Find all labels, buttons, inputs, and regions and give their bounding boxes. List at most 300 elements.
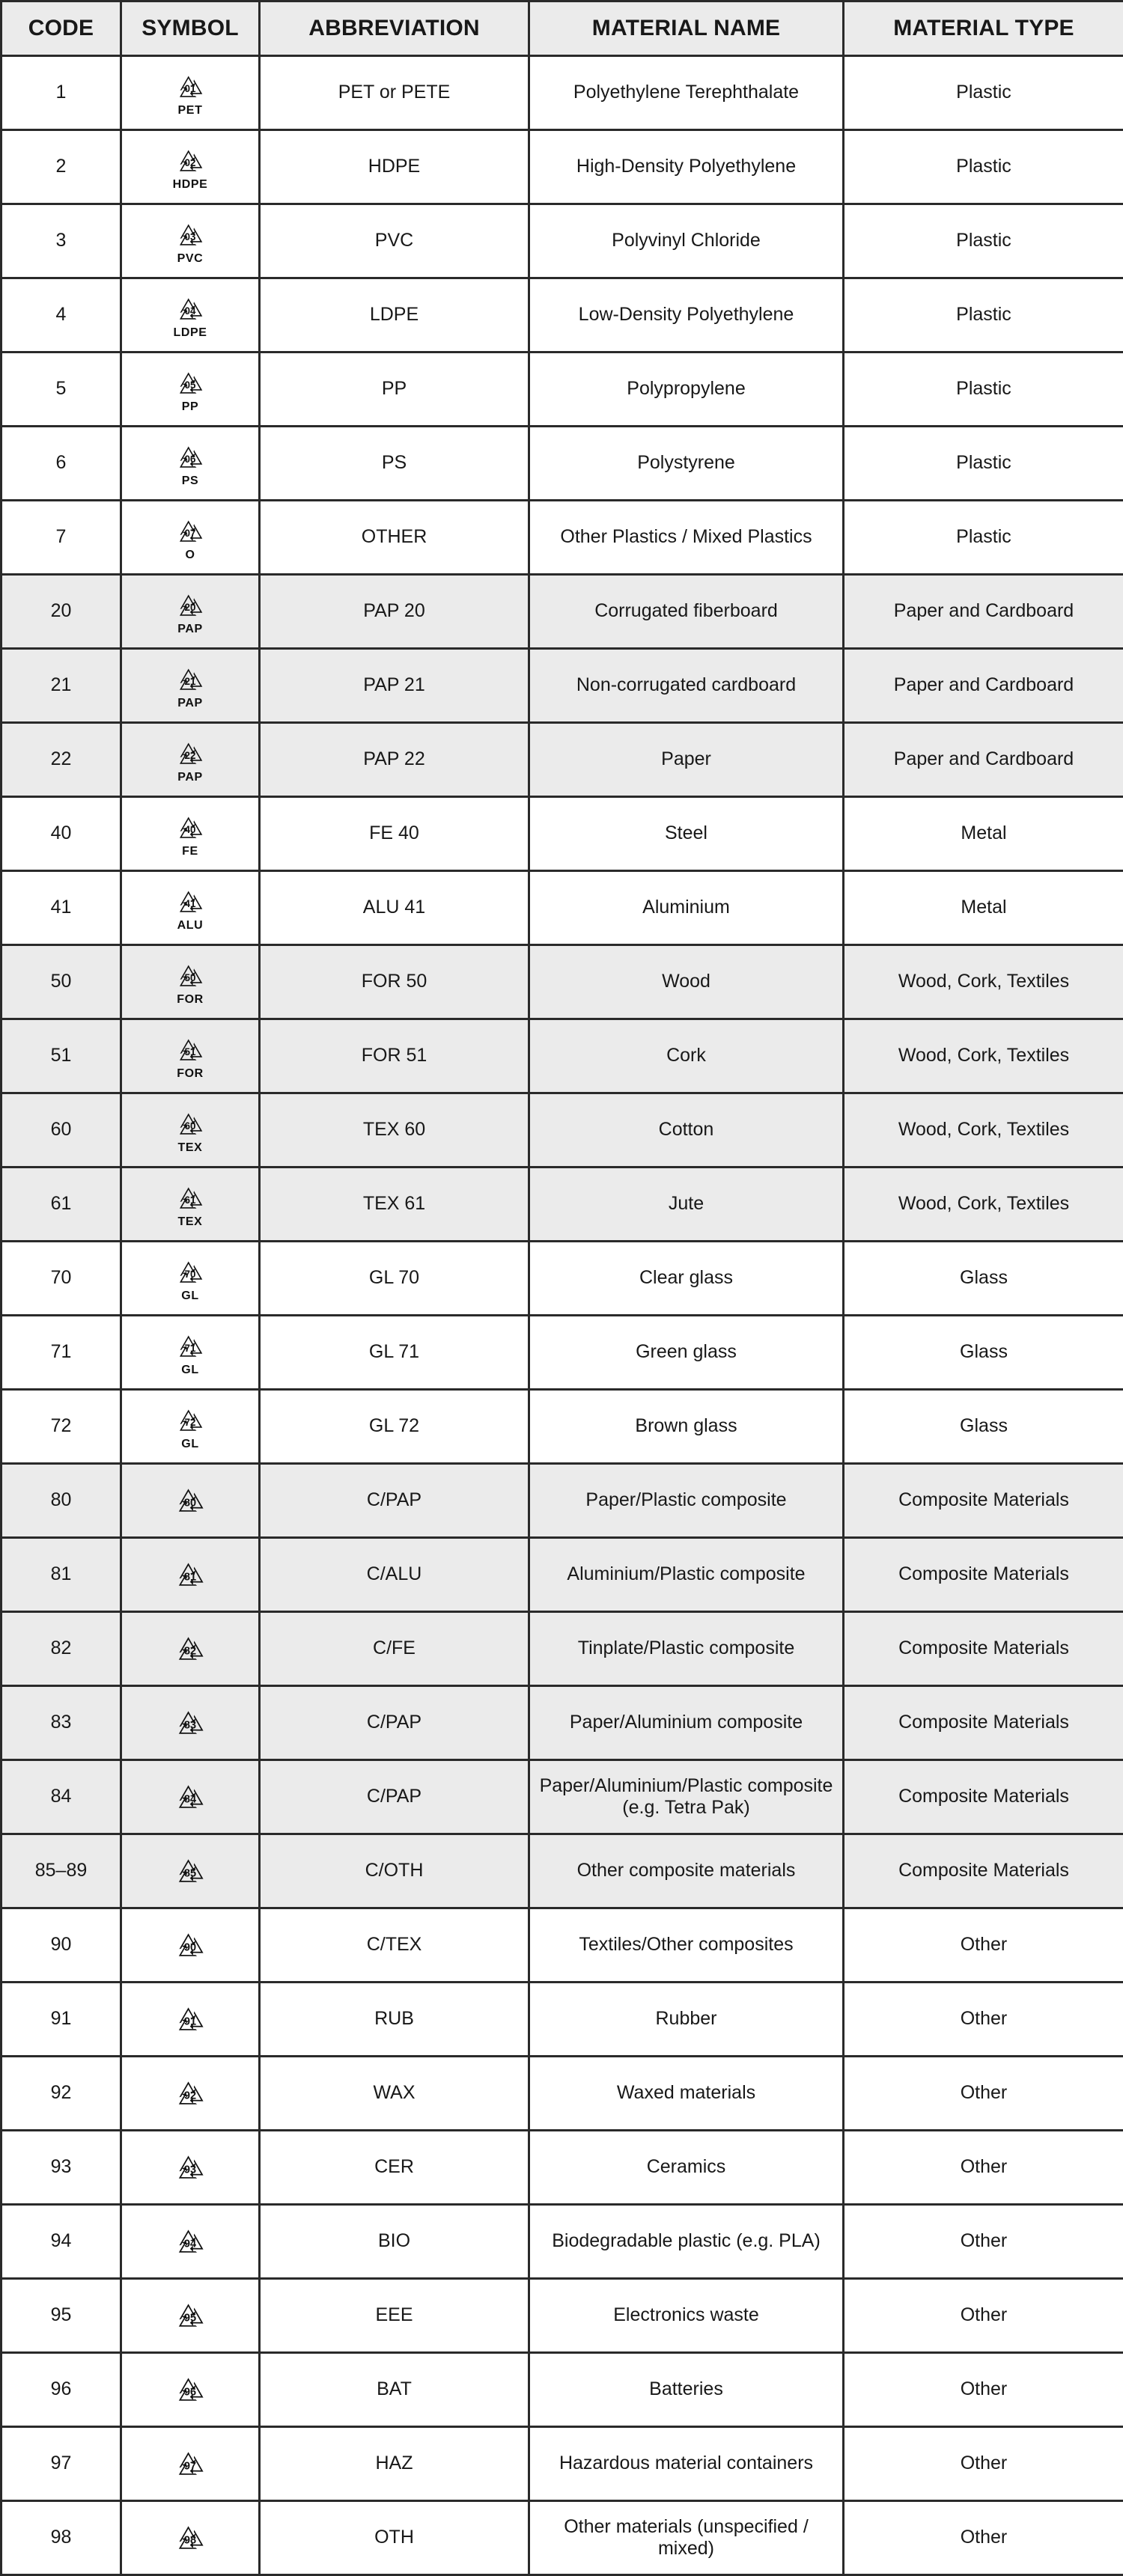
cell-code: 97 — [1, 2427, 121, 2501]
cell-material-name-text: Textiles/Other composites — [535, 1934, 838, 1956]
cell-abbreviation-text: PAP 21 — [265, 674, 523, 697]
recycling-loop-icon — [171, 1255, 209, 1289]
cell-material-type-text: Wood, Cork, Textiles — [849, 1119, 1119, 1141]
cell-symbol — [121, 1538, 260, 1612]
cell-material-type — [844, 945, 1123, 1019]
recycling-loop-icon — [170, 2519, 210, 2557]
cell-material-type-text: Plastic — [849, 156, 1119, 178]
symbol-abbreviation-label: GL — [181, 1438, 198, 1450]
cell-material-type — [844, 1538, 1123, 1612]
cell-material-type — [844, 1983, 1123, 2057]
cell-abbreviation-text: C/OTH — [265, 1860, 523, 1882]
cell-abbreviation-text: C/TEX — [265, 1934, 523, 1956]
cell-material-name-text: Other materials (unspecified / mixed) — [535, 2516, 838, 2560]
table-row — [1, 945, 1123, 1019]
cell-abbreviation — [260, 575, 529, 649]
table-row — [1, 2501, 1123, 2575]
symbol-number: 90 — [184, 1942, 196, 1954]
column-header-material_type: MATERIAL TYPE — [844, 1, 1123, 56]
symbol-number: 93 — [184, 2164, 196, 2176]
cell-code: 98 — [1, 2501, 121, 2575]
cell-material-name-text: Polystyrene — [535, 452, 838, 474]
recycling-symbol — [127, 218, 254, 265]
cell-symbol — [121, 1686, 260, 1760]
cell-material-type — [844, 204, 1123, 278]
cell-abbreviation-text: TEX 61 — [265, 1193, 523, 1215]
cell-material-name-text: Green glass — [535, 1341, 838, 1364]
recycling-loop-icon — [171, 885, 209, 919]
cell-material-name-text: Steel — [535, 822, 838, 845]
recycling-loop-icon — [171, 292, 209, 326]
table-row — [1, 204, 1123, 278]
recycling-loop-icon — [170, 1926, 210, 1964]
recycling-symbol — [127, 1629, 254, 1669]
cell-abbreviation-text: HAZ — [265, 2453, 523, 2475]
cell-abbreviation — [260, 56, 529, 130]
symbol-abbreviation-label: PVC — [177, 253, 204, 265]
cell-material-name — [529, 2353, 844, 2427]
cell-abbreviation — [260, 501, 529, 575]
recycling-loop-icon — [171, 1403, 209, 1438]
table-row — [1, 1390, 1123, 1464]
cell-material-name — [529, 427, 844, 501]
recycling-symbol — [127, 2444, 254, 2484]
cell-material-type — [844, 1760, 1123, 1834]
cell-material-type — [844, 1019, 1123, 1093]
recycling-loop-icon — [171, 1033, 209, 1067]
recycling-loop-icon — [170, 1852, 210, 1890]
cell-code: 4 — [1, 278, 121, 352]
table-row — [1, 427, 1123, 501]
recycling-symbol — [127, 1777, 254, 1817]
cell-code: 90 — [1, 1908, 121, 1983]
cell-material-name — [529, 797, 844, 871]
cell-abbreviation — [260, 2353, 529, 2427]
cell-abbreviation-text: PET or PETE — [265, 82, 523, 104]
recycling-symbol — [127, 736, 254, 784]
cell-material-name — [529, 723, 844, 797]
recycling-symbol — [127, 811, 254, 858]
cell-material-type-text: Composite Materials — [849, 1638, 1119, 1660]
cell-abbreviation — [260, 1316, 529, 1390]
recycling-symbol — [127, 514, 254, 561]
recycling-loop-icon — [171, 811, 209, 845]
cell-abbreviation-text: PS — [265, 452, 523, 474]
cell-material-type-text: Other — [849, 2453, 1119, 2475]
cell-material-type-text: Composite Materials — [849, 1860, 1119, 1882]
cell-symbol — [121, 2131, 260, 2205]
symbol-abbreviation-label: PET — [178, 105, 203, 117]
cell-material-name — [529, 1686, 844, 1760]
cell-material-name-text: Low-Density Polyethylene — [535, 304, 838, 326]
cell-material-name — [529, 501, 844, 575]
cell-abbreviation — [260, 427, 529, 501]
table-row — [1, 1093, 1123, 1168]
cell-abbreviation — [260, 649, 529, 723]
cell-abbreviation — [260, 204, 529, 278]
symbol-number: 40 — [184, 824, 195, 835]
cell-symbol — [121, 2205, 260, 2279]
cell-abbreviation-text: PAP 22 — [265, 748, 523, 771]
cell-abbreviation — [260, 2427, 529, 2501]
cell-abbreviation-text: BIO — [265, 2230, 523, 2253]
cell-abbreviation — [260, 1983, 529, 2057]
cell-abbreviation-text: BAT — [265, 2378, 523, 2401]
recycling-symbol — [127, 1851, 254, 1891]
cell-material-name — [529, 1168, 844, 1242]
recycling-symbol — [127, 2518, 254, 2558]
recycling-symbol — [127, 1403, 254, 1450]
cell-material-name-text: Paper/Plastic composite — [535, 1489, 838, 1512]
recycling-loop-icon — [170, 2075, 210, 2112]
cell-abbreviation-text: C/PAP — [265, 1489, 523, 1512]
symbol-abbreviation-label: TEX — [178, 1142, 203, 1154]
header-row — [1, 1, 1123, 56]
symbol-number: 97 — [184, 2461, 196, 2473]
cell-material-type-text: Other — [849, 2527, 1119, 2549]
cell-material-name — [529, 1242, 844, 1316]
table-row — [1, 2427, 1123, 2501]
cell-symbol — [121, 1093, 260, 1168]
cell-material-name — [529, 1908, 844, 1983]
symbol-number: 70 — [184, 1269, 195, 1280]
cell-abbreviation-text: PAP 20 — [265, 600, 523, 623]
cell-symbol — [121, 2279, 260, 2353]
recycling-symbol — [127, 292, 254, 339]
cell-material-type-text: Other — [849, 1934, 1119, 1956]
table-row — [1, 2057, 1123, 2131]
cell-abbreviation-text: FOR 51 — [265, 1045, 523, 1067]
symbol-number: 83 — [184, 1720, 196, 1732]
cell-code: 61 — [1, 1168, 121, 1242]
cell-code: 93 — [1, 2131, 121, 2205]
cell-material-name-text: Polyethylene Terephthalate — [535, 82, 838, 104]
cell-material-type — [844, 575, 1123, 649]
recycling-loop-icon — [171, 70, 209, 104]
cell-material-type — [844, 56, 1123, 130]
cell-material-type — [844, 1686, 1123, 1760]
cell-symbol — [121, 1834, 260, 1908]
symbol-abbreviation-label: HDPE — [173, 179, 208, 191]
table-body — [1, 56, 1123, 2575]
symbol-abbreviation-label: PP — [182, 401, 199, 413]
cell-material-type — [844, 1612, 1123, 1686]
cell-material-name-text: Hazardous material containers — [535, 2453, 838, 2475]
symbol-number: 05 — [184, 379, 196, 391]
recycling-loop-icon — [170, 2223, 210, 2260]
recycling-symbol — [127, 1999, 254, 2039]
recycling-symbol — [127, 2295, 254, 2336]
cell-symbol — [121, 2057, 260, 2131]
cell-material-name — [529, 649, 844, 723]
cell-material-name-text: Paper/Aluminium/Plastic composite (e.g. Tetra Pak) — [535, 1775, 838, 1819]
cell-code: 92 — [1, 2057, 121, 2131]
cell-symbol — [121, 1983, 260, 2057]
cell-code: 70 — [1, 1242, 121, 1316]
cell-abbreviation — [260, 797, 529, 871]
cell-material-type — [844, 1834, 1123, 1908]
recycling-symbol — [127, 959, 254, 1006]
symbol-abbreviation-label: PS — [182, 475, 199, 487]
cell-code: 7 — [1, 501, 121, 575]
cell-material-type-text: Glass — [849, 1267, 1119, 1289]
recycling-symbol — [127, 885, 254, 932]
symbol-number: 71 — [184, 1343, 196, 1354]
cell-material-type-text: Metal — [849, 897, 1119, 919]
cell-symbol — [121, 945, 260, 1019]
cell-material-name — [529, 2205, 844, 2279]
cell-code: 71 — [1, 1316, 121, 1390]
cell-abbreviation-text: FE 40 — [265, 822, 523, 845]
cell-code: 94 — [1, 2205, 121, 2279]
symbol-number: 21 — [184, 676, 196, 687]
symbol-abbreviation-label: GL — [181, 1364, 198, 1376]
cell-symbol — [121, 1390, 260, 1464]
cell-code: 81 — [1, 1538, 121, 1612]
symbol-number: 07 — [184, 528, 195, 539]
cell-material-name-text: Brown glass — [535, 1415, 838, 1438]
cell-code: 95 — [1, 2279, 121, 2353]
symbol-abbreviation-label: PAP — [177, 698, 203, 709]
cell-material-type-text: Paper and Cardboard — [849, 674, 1119, 697]
table-row — [1, 1538, 1123, 1612]
cell-material-name — [529, 2057, 844, 2131]
cell-abbreviation-text: CER — [265, 2156, 523, 2179]
recycling-loop-icon — [170, 1630, 210, 1667]
cell-symbol — [121, 871, 260, 945]
cell-material-type — [844, 2279, 1123, 2353]
cell-material-name — [529, 2131, 844, 2205]
cell-abbreviation-text: WAX — [265, 2082, 523, 2105]
cell-material-name-text: Wood — [535, 971, 838, 993]
cell-symbol — [121, 797, 260, 871]
table-row — [1, 575, 1123, 649]
column-header-code: CODE — [1, 1, 121, 56]
cell-code: 20 — [1, 575, 121, 649]
cell-material-type — [844, 2131, 1123, 2205]
cell-abbreviation-text: GL 72 — [265, 1415, 523, 1438]
symbol-number: 96 — [184, 2387, 196, 2399]
cell-material-type-text: Composite Materials — [849, 1489, 1119, 1512]
symbol-number: 98 — [184, 2535, 196, 2547]
cell-material-type — [844, 2353, 1123, 2427]
cell-abbreviation — [260, 1464, 529, 1538]
symbol-number: 06 — [184, 454, 196, 465]
cell-abbreviation — [260, 1834, 529, 1908]
symbol-number: 61 — [184, 1194, 196, 1206]
cell-symbol — [121, 427, 260, 501]
cell-code: 22 — [1, 723, 121, 797]
symbol-abbreviation-label: PAP — [177, 623, 203, 635]
cell-material-name-text: Jute — [535, 1193, 838, 1215]
cell-symbol — [121, 1760, 260, 1834]
cell-code: 51 — [1, 1019, 121, 1093]
recycling-loop-icon — [170, 1704, 210, 1742]
cell-symbol — [121, 1019, 260, 1093]
cell-symbol — [121, 2427, 260, 2501]
cell-abbreviation — [260, 1538, 529, 1612]
table-row — [1, 2131, 1123, 2205]
cell-symbol — [121, 1908, 260, 1983]
column-header-material_name: MATERIAL NAME — [529, 1, 844, 56]
table-row — [1, 1612, 1123, 1686]
recycling-symbol — [127, 2221, 254, 2262]
cell-abbreviation — [260, 1242, 529, 1316]
recycling-loop-icon — [171, 1329, 209, 1364]
cell-material-name — [529, 1760, 844, 1834]
symbol-number: 22 — [184, 750, 195, 761]
table-row — [1, 1019, 1123, 1093]
table-header — [1, 1, 1123, 56]
symbol-number: 20 — [184, 602, 195, 613]
cell-material-type — [844, 723, 1123, 797]
cell-code: 84 — [1, 1760, 121, 1834]
cell-abbreviation — [260, 1168, 529, 1242]
recycling-loop-icon — [170, 1482, 210, 1519]
cell-abbreviation — [260, 2131, 529, 2205]
recycling-loop-icon — [170, 2371, 210, 2408]
cell-material-type-text: Plastic — [849, 452, 1119, 474]
column-header-abbreviation: ABBREVIATION — [260, 1, 529, 56]
cell-abbreviation-text: C/PAP — [265, 1712, 523, 1734]
cell-symbol — [121, 1168, 260, 1242]
recycling-loop-icon — [170, 2149, 210, 2186]
cell-material-name — [529, 871, 844, 945]
cell-material-type — [844, 1464, 1123, 1538]
cell-abbreviation-text: RUB — [265, 2008, 523, 2030]
cell-material-type-text: Composite Materials — [849, 1563, 1119, 1586]
cell-abbreviation — [260, 1612, 529, 1686]
cell-material-type-text: Plastic — [849, 230, 1119, 252]
cell-material-type — [844, 649, 1123, 723]
recycling-loop-icon — [171, 144, 209, 178]
cell-material-type — [844, 2501, 1123, 2575]
cell-abbreviation-text: ALU 41 — [265, 897, 523, 919]
cell-symbol — [121, 501, 260, 575]
cell-material-type — [844, 501, 1123, 575]
symbol-number: 81 — [184, 1572, 196, 1584]
cell-material-name — [529, 1983, 844, 2057]
cell-material-type-text: Metal — [849, 822, 1119, 845]
cell-abbreviation-text: OTH — [265, 2527, 523, 2549]
cell-material-type-text: Plastic — [849, 526, 1119, 549]
cell-material-type-text: Composite Materials — [849, 1712, 1119, 1734]
cell-material-type — [844, 1242, 1123, 1316]
cell-material-type-text: Wood, Cork, Textiles — [849, 1045, 1119, 1067]
recycling-symbol — [127, 1329, 254, 1376]
cell-abbreviation — [260, 1686, 529, 1760]
table-row — [1, 56, 1123, 130]
symbol-abbreviation-label: O — [185, 549, 195, 561]
cell-symbol — [121, 1242, 260, 1316]
cell-material-name-text: Clear glass — [535, 1267, 838, 1289]
recycling-loop-icon — [170, 1556, 210, 1593]
cell-material-name — [529, 1316, 844, 1390]
cell-abbreviation — [260, 2057, 529, 2131]
cell-material-type-text: Other — [849, 2230, 1119, 2253]
recycling-symbol — [127, 70, 254, 117]
cell-code: 41 — [1, 871, 121, 945]
cell-material-name-text: Corrugated fiberboard — [535, 600, 838, 623]
cell-material-name — [529, 2501, 844, 2575]
cell-code: 40 — [1, 797, 121, 871]
cell-code: 72 — [1, 1390, 121, 1464]
symbol-number: 03 — [184, 231, 196, 242]
cell-material-type-text: Wood, Cork, Textiles — [849, 971, 1119, 993]
cell-symbol — [121, 575, 260, 649]
symbol-abbreviation-label: TEX — [178, 1216, 203, 1228]
cell-material-name-text: Ceramics — [535, 2156, 838, 2179]
cell-abbreviation-text: GL 71 — [265, 1341, 523, 1364]
recycling-symbol — [127, 1925, 254, 1965]
symbol-number: 95 — [184, 2313, 196, 2325]
cell-material-type-text: Other — [849, 2082, 1119, 2105]
cell-abbreviation — [260, 2279, 529, 2353]
recycling-loop-icon — [171, 588, 209, 623]
cell-abbreviation — [260, 1019, 529, 1093]
cell-material-name-text: Polypropylene — [535, 378, 838, 400]
cell-abbreviation-text: GL 70 — [265, 1267, 523, 1289]
table-row — [1, 501, 1123, 575]
table-row — [1, 649, 1123, 723]
cell-material-type-text: Other — [849, 2008, 1119, 2030]
symbol-number: 41 — [184, 898, 196, 909]
cell-abbreviation-text: EEE — [265, 2304, 523, 2327]
recycling-symbol — [127, 144, 254, 191]
recycling-symbol — [127, 2369, 254, 2410]
cell-material-type-text: Glass — [849, 1415, 1119, 1438]
cell-material-type — [844, 1093, 1123, 1168]
column-header-symbol: SYMBOL — [121, 1, 260, 56]
cell-material-name-text: Aluminium — [535, 897, 838, 919]
cell-material-type — [844, 1390, 1123, 1464]
recycling-loop-icon — [171, 440, 209, 474]
cell-material-name-text: Biodegradable plastic (e.g. PLA) — [535, 2230, 838, 2253]
cell-code: 3 — [1, 204, 121, 278]
symbol-number: 02 — [184, 157, 195, 168]
symbol-number: 01 — [184, 83, 196, 94]
cell-material-type-text: Other — [849, 2378, 1119, 2401]
symbol-abbreviation-label: PAP — [177, 772, 203, 784]
recycling-loop-icon — [171, 514, 209, 549]
cell-material-type-text: Other — [849, 2304, 1119, 2327]
cell-material-name-text: Rubber — [535, 2008, 838, 2030]
table-row — [1, 1908, 1123, 1983]
cell-code: 82 — [1, 1612, 121, 1686]
cell-code: 1 — [1, 56, 121, 130]
cell-material-type-text: Glass — [849, 1341, 1119, 1364]
recycling-symbol — [127, 1703, 254, 1743]
cell-material-type-text: Paper and Cardboard — [849, 748, 1119, 771]
table-row — [1, 723, 1123, 797]
cell-code: 60 — [1, 1093, 121, 1168]
cell-code: 5 — [1, 352, 121, 427]
recycling-symbol — [127, 366, 254, 413]
cell-abbreviation-text: C/PAP — [265, 1786, 523, 1808]
cell-abbreviation-text: C/FE — [265, 1638, 523, 1660]
cell-material-name — [529, 2427, 844, 2501]
table-row — [1, 797, 1123, 871]
table-row — [1, 278, 1123, 352]
cell-material-type — [844, 278, 1123, 352]
recycling-symbol — [127, 2073, 254, 2113]
cell-abbreviation — [260, 1390, 529, 1464]
recycling-loop-icon — [171, 662, 209, 697]
cell-abbreviation-text: HDPE — [265, 156, 523, 178]
cell-symbol — [121, 1464, 260, 1538]
cell-material-name — [529, 278, 844, 352]
recycling-loop-icon — [171, 1181, 209, 1215]
